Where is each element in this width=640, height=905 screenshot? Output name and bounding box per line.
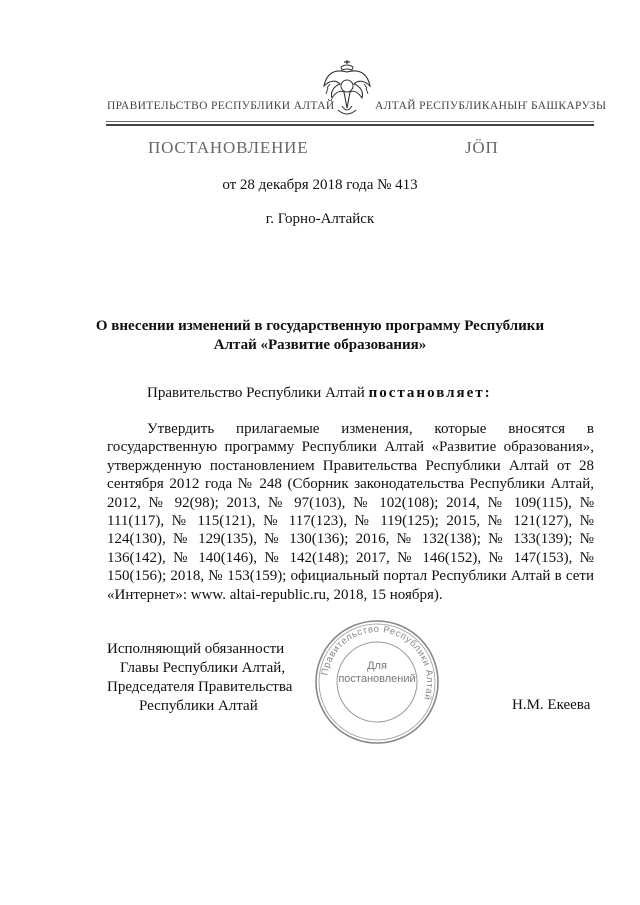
preamble-lead: Правительство Республики Алтай (147, 385, 369, 401)
document-title (80, 317, 560, 355)
seal-ring-text: Правительство Республики Алтай (319, 623, 436, 702)
title-line-2: Алтай «Развитие образования» (213, 337, 427, 353)
body-paragraph: Утвердить прилагаемые изменения, которые вносятся в государственную программу Республики Алтай «Развитие образования», утвержденную постановлением Правительства Республики Алтай от 28 сентября 2012 года № 248 (Сборник законодательства Республики Алтай, 2012, № 92(98); 2013, № 97(103), № 102(108); 2014, № 109(115), № 111(117), № 115(121), № 117(123), № 119(125); 2015, № 121(127), № 124(130), № 129(135), № 130(136); 2016, № 132(138); № 133(139); № 136(142), № 140(146), № 142(148); 2017, № 146(152), № 147(153), № 150(156); 2018, № 153(159); официальный портал Республики Алтай в сети «Интернет»: www. altai-republic.ru, 2018, 15 ноября). (107, 421, 594, 603)
signatory-line-4: Республики Алтай (139, 698, 258, 714)
doctype-russian: ПОСТАНОВЛЕНИЕ (148, 138, 309, 157)
doctype-altai: ЈӦП (465, 138, 499, 157)
header-divider-thin (106, 121, 594, 122)
org-name-altai: АЛТАЙ РЕСПУБЛИКАНЫҤ БАШКАРУЗЫ (375, 100, 607, 112)
signatory-line-3: Председателя Правительства (107, 679, 293, 695)
signatory-line-2: Главы Республики Алтай, (120, 660, 286, 676)
document-city: г. Горно-Алтайск (265, 211, 375, 227)
document-date: от 28 декабря 2018 года № 413 (222, 177, 418, 193)
signatory-line-1: Исполняющий обязанности (107, 641, 285, 657)
preamble-verb: постановляет: (368, 385, 492, 401)
signatory-name: Н.М. Екеева (512, 697, 591, 713)
seal-center (333, 660, 421, 686)
title-line-1: О внесении изменений в государственную программу Республики (95, 318, 545, 334)
org-name-russian: ПРАВИТЕЛЬСТВО РЕСПУБЛИКИ АЛТАЙ (107, 100, 335, 112)
signatory-title (107, 640, 307, 716)
seal-center-line-1: Для (367, 660, 387, 672)
seal-center-line-2: постановлений (338, 673, 416, 685)
preamble (147, 385, 492, 402)
header-divider-thick (106, 124, 594, 126)
